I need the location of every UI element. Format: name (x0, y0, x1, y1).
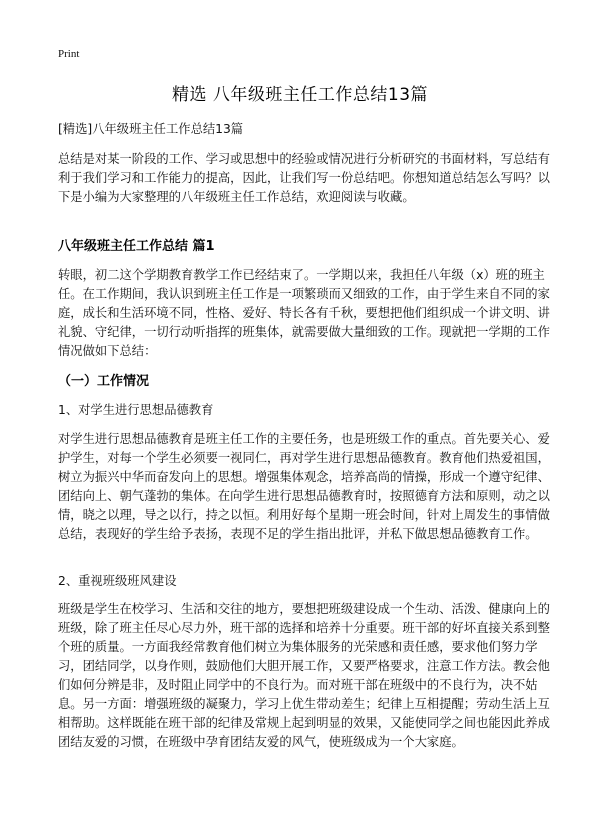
intro-paragraph: 总结是对某一阶段的工作、学习或思想中的经验或情况进行分析研究的书面材料，写总结有利于我们学习和工作能力的提高，因此，让我们写一份总结吧。你想知道总结怎么写吗？以下是小编为大家整理的八年级班主任工作总结，欢迎阅读与收藏。 (58, 152, 550, 204)
item-heading-2: 2、重视班级班风建设 (58, 574, 177, 588)
subsection-heading: （一）工作情况 (58, 374, 150, 389)
section-heading: 八年级班主任工作总结 篇1 (58, 239, 215, 254)
paragraph-opening: 转眼，初二这个学期教育教学工作已经结束了。一学期以来，我担任八年级（x）班的班主任。在工作期间，我认识到班主任工作是一项繁琐而又细致的工作，由于学生来自不同的家庭，成长和生活环境不同，性格、爱好、特长各有千秋，要想把他们组织成一个讲文明、讲礼貌、守纪律，一切行动听指挥的班集体，就需要做大量细致的工作。现就把一学期的工作情况做如下总结： (58, 268, 550, 358)
paragraph-class-culture: 班级是学生在校学习、生活和交往的地方，要想把班级建设成一个生动、活泼、健康向上的班级，除了班主任尽心尽力外，班干部的选择和培养十分重要。班干部的好坏直接关系到整个班的质量。一方面我经常教育他们树立为集体服务的光荣感和责任感，要求他们努力学习，团结同学，以身作则，鼓励他们大胆开展工作，又要严格要求，注意工作方法。教会他们如何分辨是非，及时阻止同学中的不良行为。而对班干部在班级中的不良行为，决不姑息。另一方面：增强班级的凝聚力，学习上优生带动差生；纪律上互相提醒；劳动生活上互相帮助。这样既能在班干部的纪律及常规上起到明显的效果，又能使同学之间也能因此养成团结友爱的习惯，在班级中孕育团结友爱的风气，使班级成为一个大家庭。 (58, 602, 550, 749)
document-subtitle: [精选]八年级班主任工作总结13篇 (58, 122, 244, 136)
print-label: Print (58, 48, 80, 60)
paragraph-moral-education: 对学生进行思想品德教育是班主任工作的主要任务，也是班级工作的重点。首先要关心、爱护学生，对每一个学生必须要一视同仁，再对学生进行思想品德教育。教育他们热爱祖国，树立为振兴中华而奋发向上的思想。增强集体观念，培养高尚的情操，形成一个遵守纪律、团结向上、朝气蓬勃的集体。在向学生进行思想品德教育时，按照德育方法和原则，动之以情，晓之以理，导之以行，持之以恒。利用好每个星期一班会时间，针对上周发生的事情做总结，表现好的学生给予表扬，表现不足的学生指出批评，并私下做思想品德教育工作。 (58, 432, 550, 541)
page-title: 精选 八年级班主任工作总结13篇 (171, 85, 429, 105)
item-heading-1: 1、对学生进行思想品德教育 (58, 403, 214, 417)
